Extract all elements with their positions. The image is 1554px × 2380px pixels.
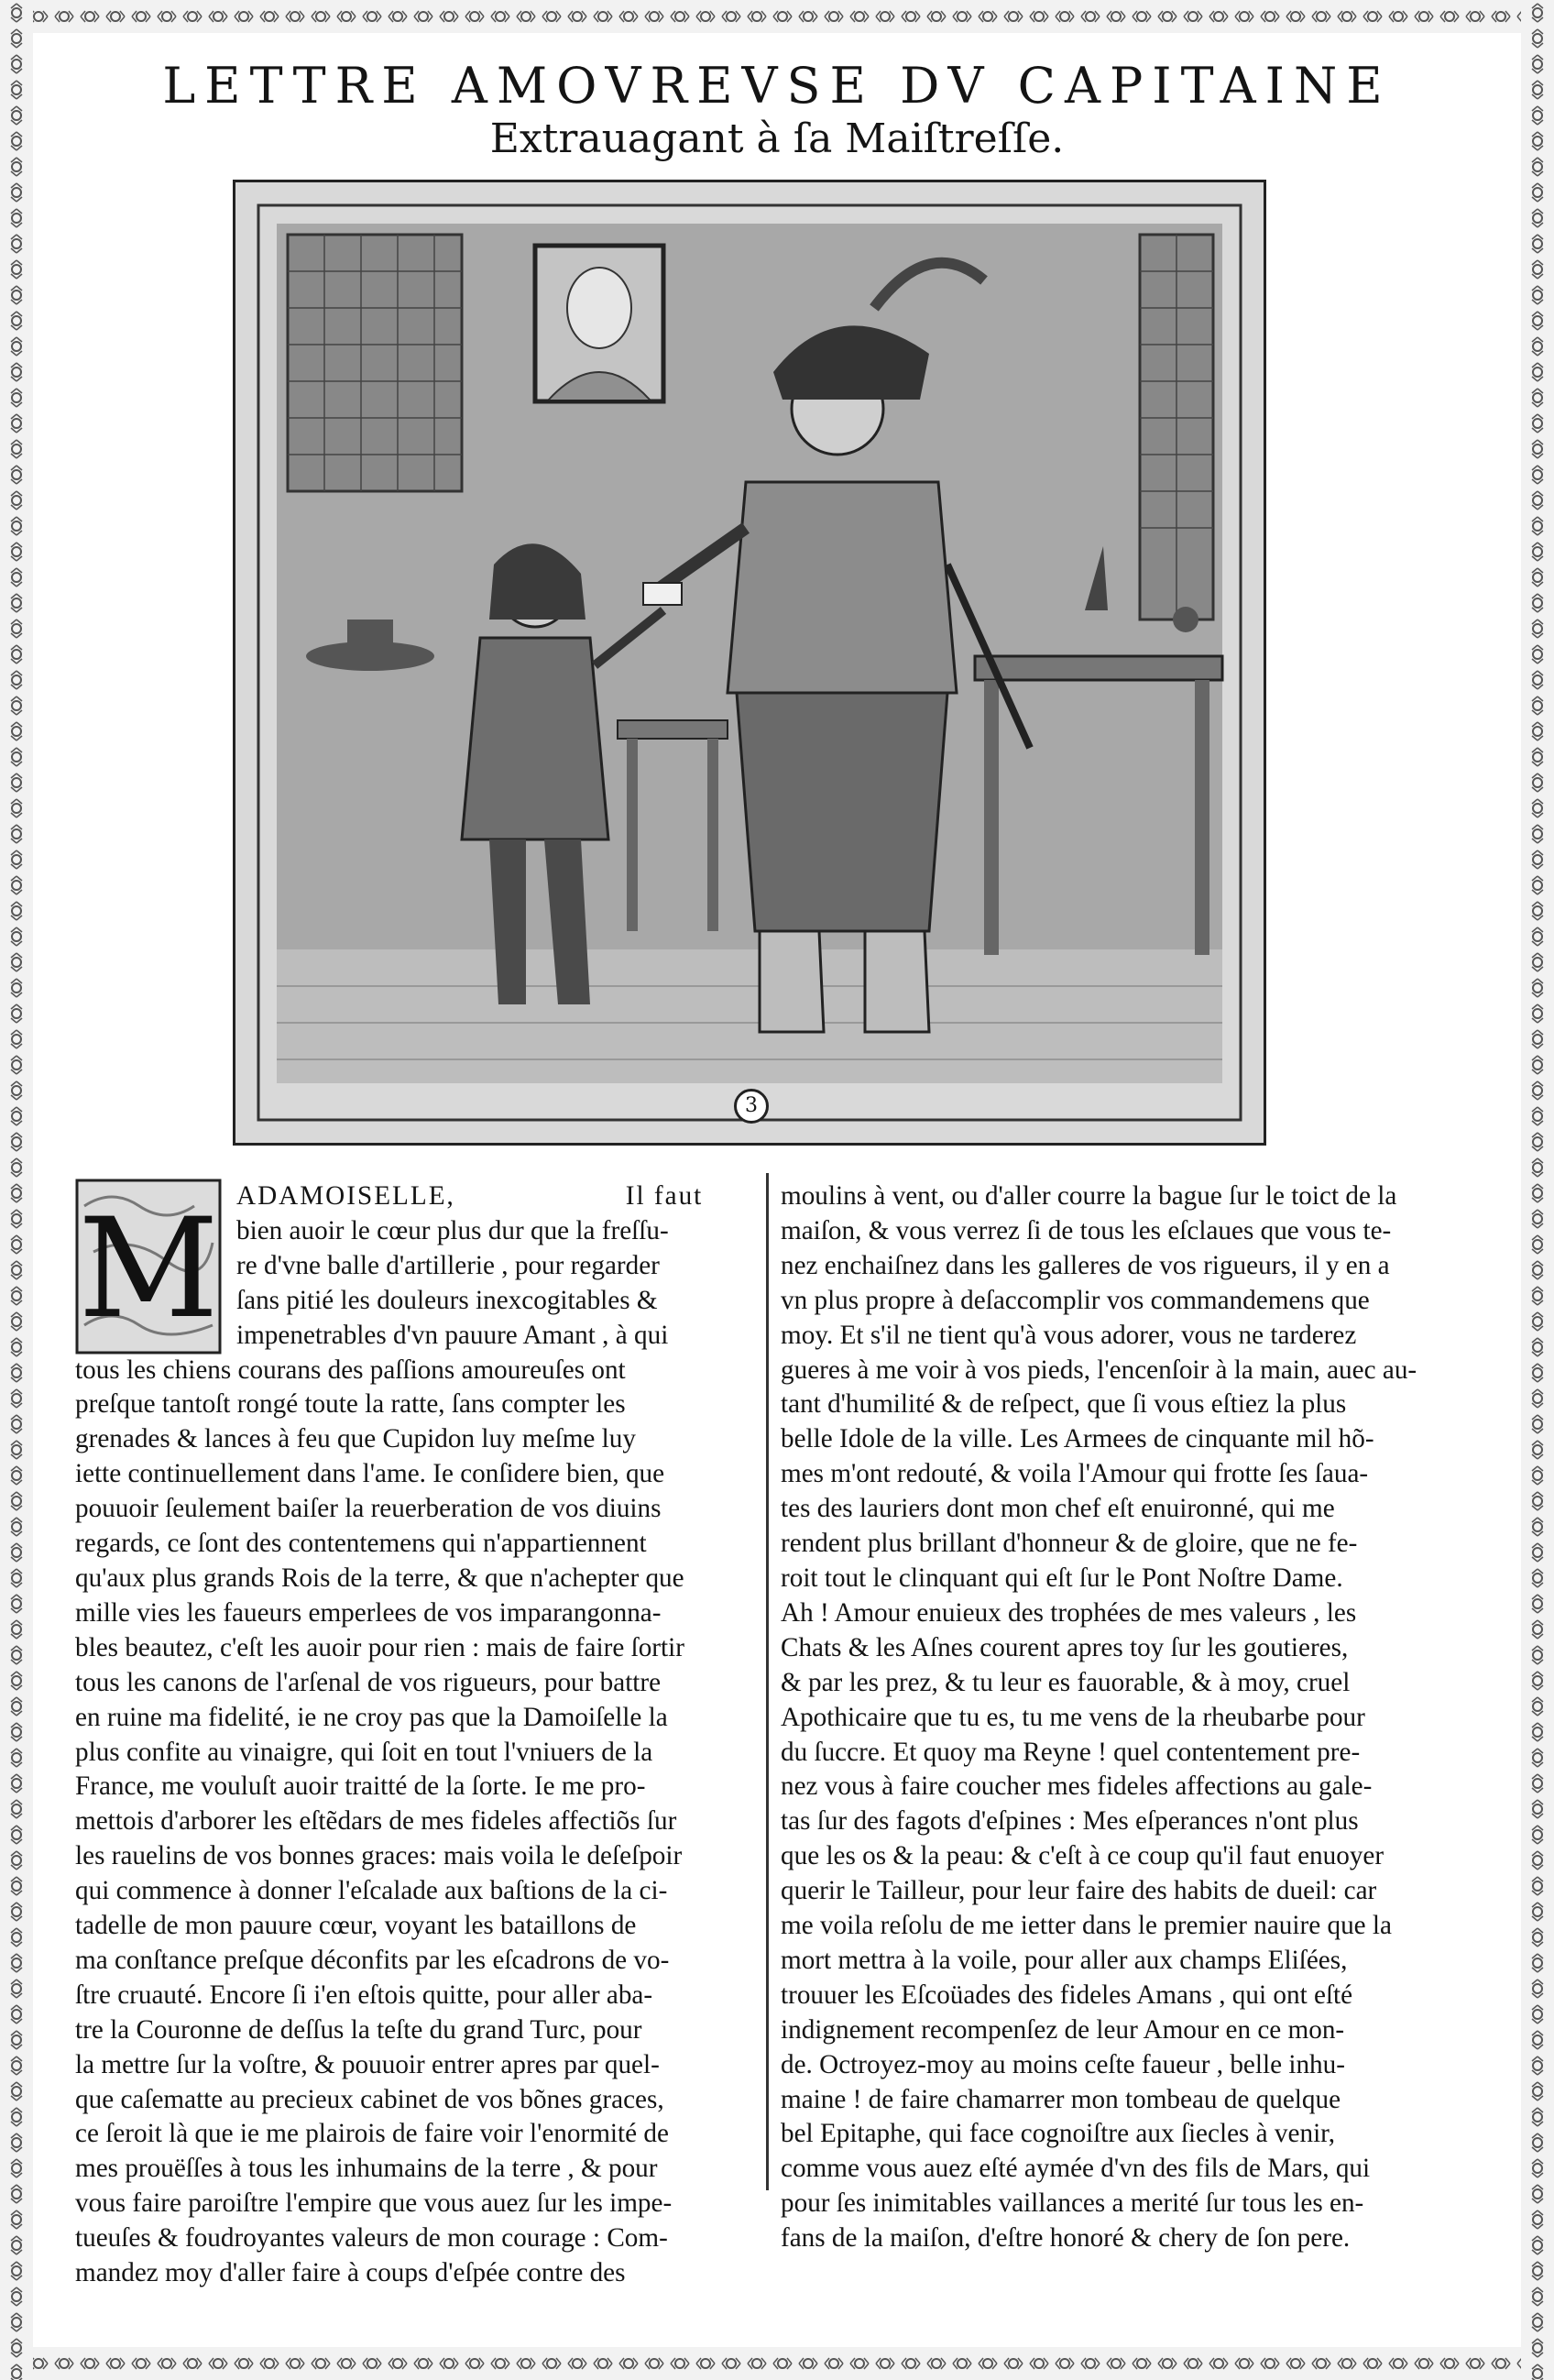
text-line: grenades & lances à feu que Cupidon luy meſme luy — [75, 1424, 636, 1454]
text-line: preſque tantoſt rongé toute la ratte, ſans compter les — [75, 1389, 626, 1420]
text-line: trouuer les Eſcoüades des fideles Amans , qui ont eſté — [781, 1980, 1353, 2010]
text-line: tre la Couronne de deſſus la teſte du grand Turc, pour — [75, 2014, 642, 2045]
page-boy-coat — [462, 638, 608, 839]
text-line: rendent plus brillant d'honneur & de gloire, que ne fe- — [781, 1529, 1358, 1559]
text-line: re d'vne balle d'artillerie , pour regarder — [236, 1250, 660, 1280]
text-line: comme vous auez eſté aymée d'vn des fils de Mars, qui — [781, 2154, 1371, 2184]
text-line: qu'aux plus grands Rois de la terre, & que n'achepter que — [75, 1563, 684, 1593]
text-line: Ah ! Amour enuieux des trophées de mes valeurs , les — [781, 1597, 1357, 1628]
fleuron-pattern-top — [0, 0, 1554, 33]
desk-leg-right — [1195, 680, 1209, 955]
text-column-left — [75, 1179, 757, 2291]
desk-top — [975, 656, 1222, 680]
text-line: la mettre ſur la voſtre, & pouuoir entrer apres par quel- — [75, 2049, 660, 2079]
text-line: tas ſur des fagots d'eſpines : Mes eſperances n'ont plus — [781, 1806, 1359, 1837]
text-line: bel Epitaphe, qui face cognoiſtre aux ſiecles à venir, — [781, 2119, 1336, 2149]
engraving-plate-mark: 3 — [734, 1089, 769, 1124]
text-line: Chats & les Aſnes courent apres toy ſur les goutieres, — [781, 1632, 1349, 1662]
desk-leg-left — [984, 680, 999, 955]
text-line: & par les prez, & tu leur es fauorable, & à moy, cruel — [781, 1667, 1351, 1697]
text-line: que les os & la peau: & c'eſt à ce coup qu'il faut enuoyer — [781, 1841, 1384, 1871]
captain-doublet — [728, 482, 957, 693]
floor — [277, 949, 1222, 1083]
desk-inkpot — [1173, 607, 1198, 632]
dropcap-letter: M — [78, 1190, 219, 1349]
text-line: regards, ce ſont des contentemens qui n'appartiennent — [75, 1529, 647, 1559]
decorative-border-left — [0, 0, 33, 2380]
text-line: ADAMOISELLE, Il faut — [236, 1181, 704, 1211]
text-line: tous les chiens courans des paſſions amoureuſes ont — [75, 1355, 626, 1385]
text-line: vn plus propre à deſaccomplir vos commandemens que — [781, 1285, 1370, 1315]
text-line: France, me vouluſt auoir traitté de la ſorte. Ie me pro- — [75, 1771, 646, 1802]
portrait-face — [567, 268, 631, 348]
text-line: mes m'ont redouté, & voila l'Amour qui frotte ſes ſaua- — [781, 1459, 1369, 1489]
stool-leg-left — [627, 739, 638, 931]
text-line: ſtre cruauté. Encore ſi i'en eſtois quitte, pour aller aba- — [75, 1980, 653, 2010]
text-line: maine ! de faire chamarrer mon tombeau de quelque — [781, 2084, 1341, 2114]
text-line: Apothicaire que tu es, tu me vens de la rheubarbe pour — [781, 1702, 1365, 1732]
text-line: querir le Tailleur, pour leur faire des habits de dueil: car — [781, 1876, 1377, 1906]
decorative-border-right — [1521, 0, 1554, 2380]
text-line: bien auoir le cœur plus dur que la freſſu- — [236, 1215, 669, 1245]
text-line: ſans pitié les douleurs inexcogitables & — [236, 1285, 658, 1315]
text-line: les rauelins de vos bonnes graces: mais voila le deſeſpoir — [75, 1841, 683, 1871]
text-line: gueres à me voir à vos pieds, l'encenſoir à la main, auec au- — [781, 1355, 1417, 1385]
text-line: me voila reſolu de me ietter dans le premier nauire que la — [781, 1911, 1392, 1941]
text-line: en ruine ma fidelité, ie ne croy pas que la Damoiſelle la — [75, 1702, 668, 1732]
text-line: nez enchaiſnez dans les galleres de vos rigueurs, il y en a — [781, 1250, 1390, 1280]
stool-seat — [618, 720, 728, 739]
text-line: maiſon, & vous verrez ſi de tous les eſclaues que vous te- — [781, 1215, 1392, 1245]
text-line: mandez moy d'aller faire à coups d'eſpée contre des — [75, 2258, 626, 2288]
text-line: vous faire paroiſtre l'empire que vous auez ſur les impe- — [75, 2188, 673, 2219]
text-line: plus confite au vinaigre, qui ſoit en tout l'vniuers de la — [75, 1737, 653, 1767]
text-line: qui commence à donner l'eſcalade aux baſtions de la ci- — [75, 1876, 668, 1906]
text-line: tant d'humilité & de reſpect, que ſi vous eſtiez la plus — [781, 1389, 1347, 1420]
text-line: mort mettra à la voile, pour aller aux champs Eliſées, — [781, 1945, 1348, 1975]
text-line: mille vies les faueurs emperlees de vos imparangonna- — [75, 1597, 662, 1628]
text-line: mes prouëſſes à tous les inhumains de la terre , & pour — [75, 2154, 658, 2184]
decorative-border-top — [0, 0, 1554, 33]
engraving-illustration — [233, 180, 1266, 1146]
text-line: tadelle de mon pauure cœur, voyant les bataillons de — [75, 1911, 637, 1941]
column-divider — [766, 1173, 769, 2190]
text-column-right — [781, 1179, 1499, 2256]
text-line: fans de la maiſon, d'eſtre honoré & chery de ſon pere. — [781, 2223, 1351, 2254]
text-line: belle Idole de la ville. Les Armees de cinquante mil hõ- — [781, 1424, 1374, 1454]
text-line: nez vous à faire coucher mes fideles affections au gale- — [781, 1771, 1373, 1802]
text-line: ce ſeroit là que ie me plairois de faire voir l'enormité de — [75, 2119, 669, 2149]
text-line: pouuoir ſeulement baiſer la reuerberation de vos diuins — [75, 1494, 662, 1524]
fleuron-pattern-left — [0, 0, 33, 2380]
text-line: que caſematte au precieux cabinet de vos bõnes graces, — [75, 2084, 664, 2114]
decorative-border-bottom — [0, 2347, 1554, 2380]
text-line: tueuſes & foudroyantes valeurs de mon courage : Com- — [75, 2223, 668, 2254]
text-line: indignement recompenſez de leur Amour en ce mon- — [781, 2014, 1345, 2045]
text-line: roit tout le clinquant qui eſt ſur le Pont Noſtre Dame. — [781, 1563, 1343, 1593]
text-line: tous les canons de l'arſenal de vos rigueurs, pour battre — [75, 1667, 662, 1697]
text-line: moulins à vent, ou d'aller courre la bague ſur le toict de la — [781, 1181, 1397, 1211]
hat-crown — [347, 620, 393, 656]
text-line: pour ſes inimitables vaillances a merité ſur tous les en- — [781, 2188, 1364, 2219]
text-line: iette continuellement dans l'ame. Ie conſidere bien, que — [75, 1459, 665, 1489]
text-line: ma conſtance preſque déconfits par les eſcadrons de vo- — [75, 1945, 670, 1975]
page-subtitle: Extrauagant à ſa Maiſtreſſe. — [489, 115, 1065, 162]
page-title: LETTRE AMOVREVSE DV CAPITAINE — [162, 57, 1392, 115]
text-line: impenetrables d'vn pauure Amant , à qui — [236, 1320, 669, 1350]
text-line: mettois d'arborer les eſtẽdars de mes fideles affectiõs ſur — [75, 1806, 677, 1837]
letter-in-hand — [643, 583, 682, 605]
text-line: du ſuccre. Et quoy ma Reyne ! quel contentement pre- — [781, 1737, 1361, 1767]
text-line: bles beautez, c'eſt les auoir pour rien : mais de faire ſortir — [75, 1632, 684, 1662]
fleuron-pattern-bottom — [0, 2347, 1554, 2380]
captain-breeches — [737, 693, 947, 931]
window-left — [288, 235, 462, 491]
text-line: moy. Et s'il ne tient qu'à vous adorer, vous ne tarderez — [781, 1320, 1357, 1350]
fleuron-pattern-right — [1521, 0, 1554, 2380]
text-line: tes des lauriers dont mon chef eſt enuironné, qui me — [781, 1494, 1335, 1524]
text-line: de. Octroyez-moy au moins ceſte faueur , belle inhu- — [781, 2049, 1345, 2079]
stool-leg-right — [707, 739, 718, 931]
